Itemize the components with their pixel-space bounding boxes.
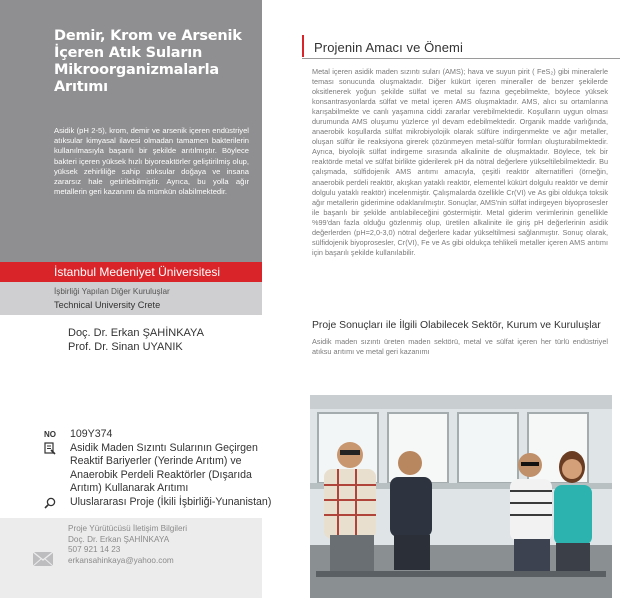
- contact-panel: [0, 518, 262, 598]
- document-icon: [44, 442, 64, 460]
- number-icon: NO: [44, 430, 56, 439]
- project-info: [44, 428, 272, 509]
- contact-email[interactable]: erkansahinkaya@yahoo.com: [68, 555, 174, 565]
- contact-heading: Proje Yürütücüsü İletişim Bilgileri: [68, 524, 188, 533]
- contact-name: Doç. Dr. Erkan ŞAHİNKAYA: [68, 534, 170, 544]
- collaboration-panel: [0, 282, 262, 315]
- team-photo-illustration: [310, 395, 612, 598]
- sectors-text: Asidik maden sızıntı üreten maden sektörü, metal ve sülfat içeren her türlü endüstriyel atıksu arıtımı ve metal geri kazanımı: [312, 337, 608, 357]
- team-photo: [310, 395, 612, 598]
- contact-phone: 507 921 14 23: [68, 545, 121, 554]
- project-name-row: [44, 442, 272, 496]
- university-bar: [0, 262, 262, 282]
- search-icon: [44, 497, 64, 514]
- section-title: Projenin Amacı ve Önemi: [314, 40, 463, 55]
- project-number: 109Y374: [70, 428, 113, 440]
- collaboration-label: İşbirliği Yapılan Diğer Kuruluşlar: [54, 287, 170, 296]
- project-summary: Asidik (pH 2-5), krom, demir ve arsenik içeren endüstriyel atıksular kimyasal ilavesi olmadan tamamen bakterilerin kullanılmasıyla başarılı bir şekilde arıtılmıştır. Böylece bakteri içeren yüksek hızlı biyoreaktörler geliştirilmiş olup, yüksek zehirliliğe sahip atıksular doğaya ve insana zararsız hale getirilebilmiştir. Ayrıca, bu yolla ağır metallerin geri kazanımı da mümkün olabilmektedir.: [54, 126, 249, 197]
- university-name: İstanbul Medeniyet Üniversitesi: [54, 265, 221, 279]
- project-type: Uluslararası Proje (İkili İşbirliği-Yunanistan): [70, 495, 272, 508]
- sectors-title: Proje Sonuçları ile İlgili Olabilecek Sektör, Kurum ve Kuruluşlar: [312, 320, 601, 331]
- researcher-name: Prof. Dr. Sinan UYANIK: [68, 341, 183, 353]
- project-type-row: [44, 496, 272, 510]
- project-purpose-text: Metal içeren asidik maden sızıntı suları (AMS); hava ve suyun pirit ( FeS₂) gibi mineralerle teması sonucunda oluşmaktadır. Diğer kükürt içeren mineraller de benzer şekilerde oksitlenerek yoğun şekilde sülfat ve metal su fazına geçebilmekte, böylece yüksek konsantrasyonlarda sülfat ve metal içeren AMS oluşmaktadır. AMS, alıcı su ortamlarına karışabilmekte ve canlı yaşamına ciddi zararlar verebilmektedir. Koşulların uygun olması durumunda AMS oluşumu yüzlerce yıl devam edebilmektedir. Organik madde varlığında, anaerobik koşullarda sülfat mikrobiyolojik olarak sülfüre indirgenmekte ve ağır metaller, oluşan sülfür ile reaksiyona girerek çözünmeyen metal-sülfür formları oluşturabilmektedir. Ayrıca, biyolojik sülfat indirgeme sırasında alkalinite de oluşmaktadır. Böylece, tek bir reaktörde metal ve sülfat birlikte giderilerek pH da nötral değerlere yükseltilebilmektedir. Bu çalışmada, sülfidojenik AMS arıtımı amacıyla, çeşitli reaktör alternatifleri (örneğin, anaerobik perdeli reaktör, akışkan yataklı reaktör, elementel kükürt dolgulu reaktör ve demir dolgulu yataklı reaktör) incelenmiştir. Çalışmalarda özellikle Cr(VI) ve As gibi oldukça toksik ağır metallerin giderimine odaklanılmıştır. Sonuçlar, AMS'nin sülfat indirgeyen biyoprosesler ile başarılı bir şekilde arıtılabileceğini göstermiştir. Metal giderim verimlerinin genellikle %99'dan fazla olduğu gözlenmiş olup, üretilen alkalinite ile giriş pH değerlerinin asidik değerlerden (pH=2,0-3,0) nötral değerlere kadar yükseltilmesi sağlanmıştır. Sonuç olarak, sülfidojenik biyoprosesler, Cr(VI), Fe ve As gibi oldukça tehlikeli metaller içeren AMS arıtımı için başarılı şekilde kullanılabilir.: [312, 67, 608, 257]
- project-title: Demir, Krom ve Arsenik İçeren Atık Suların Mikroorganizmalarla Arıtımı: [54, 28, 242, 95]
- researcher-list: [68, 326, 204, 354]
- project-name: Asidik Maden Sızıntı Sularının Geçirgen Reaktif Bariyerler (Yerinde Arıtım) ve Anaerobik Perdeli Reaktörler (Dışarıda Arıtım) Kullanarak Arıtımı: [70, 441, 258, 494]
- project-header-panel: [0, 0, 262, 262]
- envelope-icon: [32, 536, 54, 580]
- researcher-name: Doç. Dr. Erkan ŞAHİNKAYA: [68, 327, 204, 339]
- collaboration-value: Technical University Crete: [54, 300, 161, 310]
- contact-info: [68, 524, 187, 566]
- section-accent: [302, 35, 304, 57]
- project-number-row: [44, 428, 272, 442]
- section-divider: [302, 58, 620, 59]
